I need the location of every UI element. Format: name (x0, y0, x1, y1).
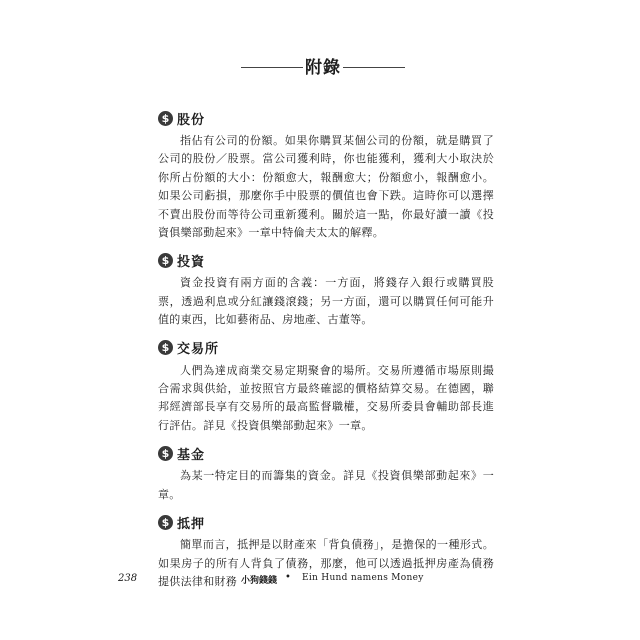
glossary-term (158, 441, 494, 465)
dollar-icon: $ (158, 253, 173, 268)
dollar-icon: $ (158, 515, 173, 530)
term-definition: 簡單而言，抵押是以財產來「背負債務」，是擔保的一種形式。如果房子的所有人背負了債務，那麼，他可以透過抵押房產為債務提供法律和財務 (158, 538, 494, 588)
term-definition: 人們為達成商業交易定期聚會的場所。交易所遵循市場原則撮合需求與供給，並按照官方最終確認的價格結算交易。在德國，聯邦經濟部長享有交易所的最高監督職權，交易所委員會輔助部長進行評估。詳見《投資俱樂部動起來》一章。 (158, 363, 494, 432)
term-label: 抵押 (177, 516, 206, 532)
page-title: 附錄 (305, 58, 341, 78)
term-label: 投資 (177, 254, 206, 270)
glossary-entry-exchange (158, 336, 494, 436)
page-footer (0, 573, 640, 589)
book-title-chinese: 小狗錢錢 (241, 576, 278, 586)
book-title-german: Ein Hund namens Money (302, 573, 424, 583)
page-number: 238 (118, 573, 138, 584)
glossary-entry-investment (158, 248, 494, 329)
glossary-entry-fund (158, 441, 494, 504)
term-label: 交易所 (177, 342, 220, 358)
glossary-term (158, 336, 494, 360)
glossary-entries (158, 106, 494, 597)
term-label: 基金 (177, 447, 206, 463)
header-rule-left (241, 67, 303, 68)
dollar-icon: $ (158, 340, 173, 355)
glossary-term (158, 106, 494, 130)
glossary-term (158, 510, 494, 534)
term-definition: 資金投資有兩方面的含義：一方面，將錢存入銀行或購買股票，透過利息或分紅讓錢滾錢；另一方面，還可以購買任何可能升值的東西，比如藝術品、房地產、古董等。 (158, 276, 494, 327)
dollar-icon: $ (158, 111, 173, 126)
dollar-icon: $ (158, 446, 173, 461)
term-label: 股份 (177, 112, 206, 128)
header-rule-right (343, 67, 405, 68)
footer-separator: • (285, 572, 291, 583)
term-definition: 指佔有公司的份額。如果你購買某個公司的份額，就是購買了公司的股份／股票。當公司獲利時，你也能獲利，獲利大小取決於你所占份額的大小：份額愈大，報酬愈大；份額愈小，報酬愈小。如果公司虧損，那麼你手中股票的價值也會下跌。這時你可以選擇不賣出股份而等待公司重新獲利。關於這一點，你最好讀一讀《投資俱樂部動起來》一章中特倫夫太太的解釋。 (158, 134, 494, 240)
glossary-term (158, 248, 494, 272)
appendix-header (0, 56, 640, 80)
glossary-entry-shares (158, 106, 494, 242)
term-definition: 為某一特定目的而籌集的資金。詳見《投資俱樂部動起來》一章。 (158, 469, 494, 501)
